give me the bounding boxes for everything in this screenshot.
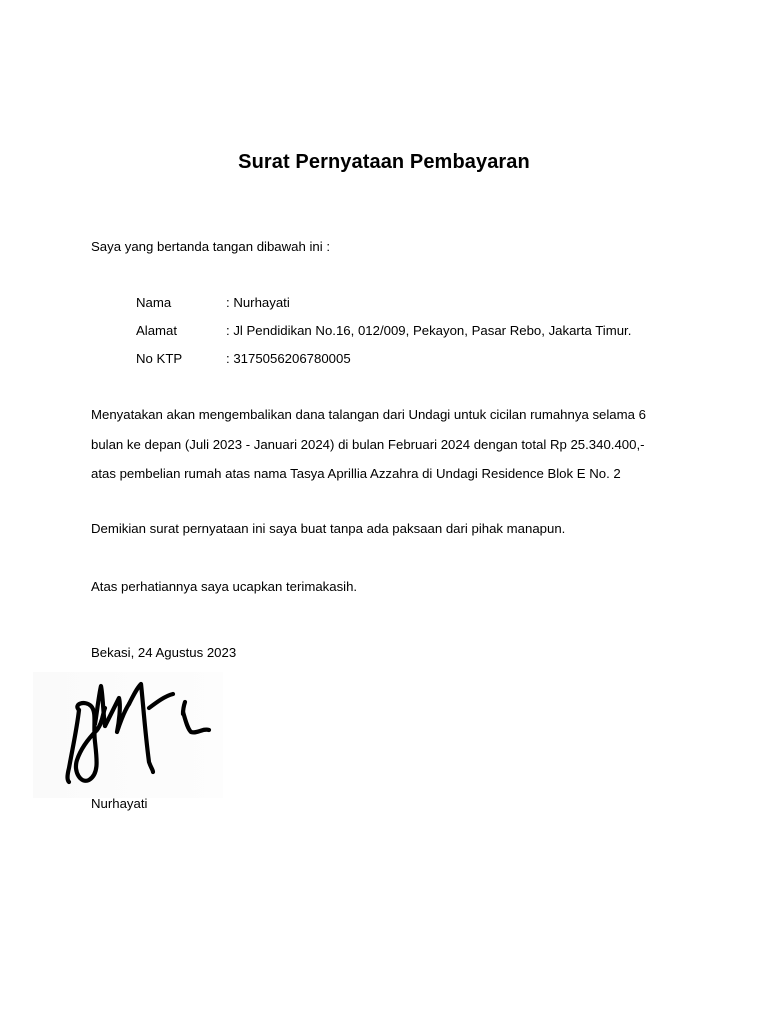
statement-line-2: bulan ke depan (Juli 2023 - Januari 2024) di bulan Februari 2024 dengan total Rp 25.340.400,-	[91, 437, 645, 452]
statement-line-3: atas pembelian rumah atas nama Tasya Aprillia Azzahra di Undagi Residence Blok E No. 2	[91, 466, 621, 481]
intro-text: Saya yang bertanda tangan dibawah ini :	[91, 239, 331, 254]
field-label-nama: Nama	[136, 295, 172, 310]
statement-line-1: Menyatakan akan mengembalikan dana talangan dari Undagi untuk cicilan rumahnya selama 6	[91, 407, 646, 422]
closing-text: Atas perhatiannya saya ucapkan terimakasih.	[91, 579, 358, 594]
field-label-alamat: Alamat	[136, 323, 178, 338]
field-value-alamat: : Jl Pendidikan No.16, 012/009, Pekayon, Pasar Rebo, Jakarta Timur.	[226, 323, 632, 338]
page-title: Surat Pernyataan Pembayaran	[238, 151, 530, 173]
field-value-nama: : Nurhayati	[226, 295, 290, 310]
signature-image	[33, 672, 223, 798]
declaration-text: Demikian surat pernyataan ini saya buat tanpa ada paksaan dari pihak manapun.	[91, 521, 566, 536]
place-date: Bekasi, 24 Agustus 2023	[91, 645, 237, 660]
field-label-no-ktp: No KTP	[136, 351, 183, 366]
signature-icon	[33, 672, 223, 798]
field-value-no-ktp: : 3175056206780005	[226, 351, 351, 366]
signer-name: Nurhayati	[91, 796, 148, 811]
